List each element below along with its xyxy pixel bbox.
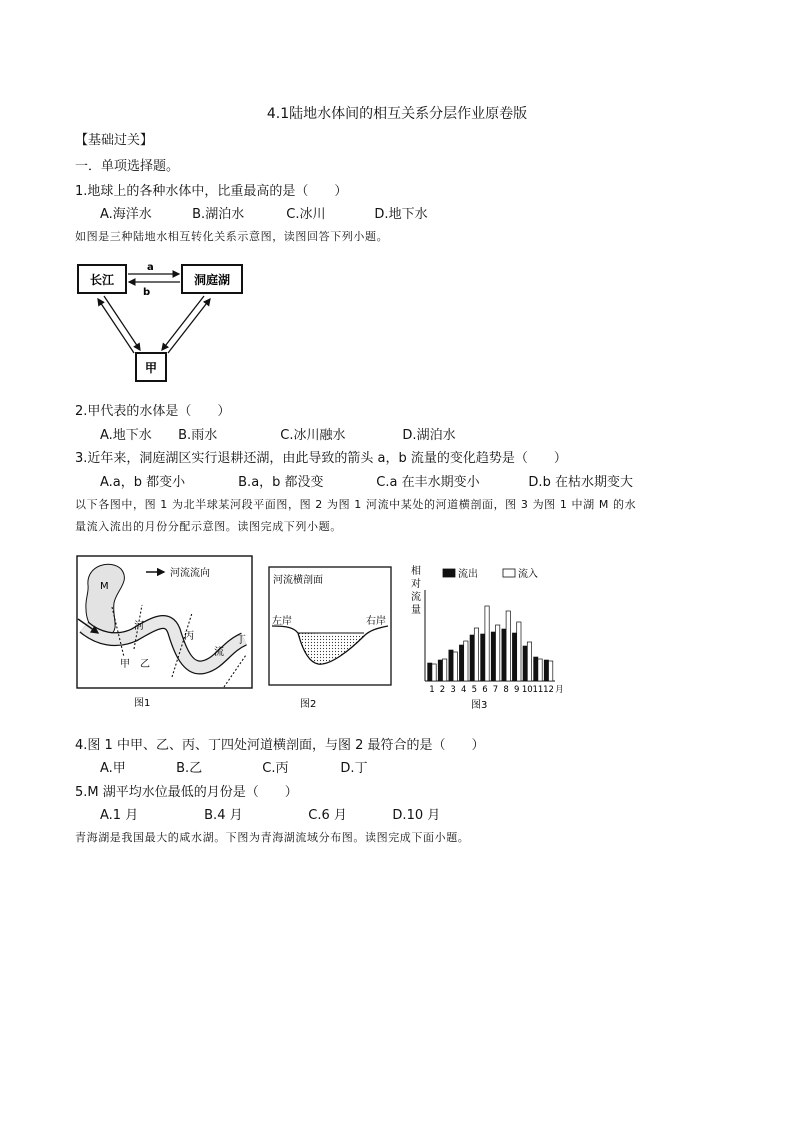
q2-option-b[interactable]: B.雨水	[178, 428, 218, 443]
intro-qinghai: 青海湖是我国最大的咸水湖。下图为青海湖流域分布图。读图完成下面小题。	[75, 831, 470, 844]
q5-options	[100, 804, 440, 823]
label-bing-fig1: 丙	[184, 631, 194, 642]
x-tick-label-4: 4	[460, 685, 467, 695]
legend-inflow-swatch	[503, 569, 515, 577]
q2-options	[100, 424, 456, 443]
label-dongtinghu: 洞庭湖	[193, 273, 231, 287]
page-title: 4.1陆地水体间的相互关系分层作业原卷版	[266, 106, 528, 122]
x-tick-label-12: 12	[543, 685, 554, 695]
arrow-lake-to-jia	[162, 296, 204, 350]
x-tick-label-3: 3	[450, 685, 456, 695]
q4-stem: 4.图 1 中甲、乙、丙、丁四处河道横剖面，与图 2 最符合的是（ ）	[75, 738, 485, 753]
x-tick-label-9: 9	[513, 685, 520, 695]
left-bank-label: 左岸	[272, 616, 292, 627]
bar-inflow-month-3	[453, 652, 457, 681]
bar-inflow-month-4	[464, 641, 468, 681]
bar-outflow-month-9	[512, 633, 516, 681]
legend-outflow-label: 流出	[458, 569, 478, 580]
figure3-flow-chart	[405, 560, 575, 716]
q1-option-d[interactable]: D.地下水	[374, 207, 428, 222]
intro-diagram1: 如图是三种陆地水相互转化关系示意图，读图回答下列小题。	[75, 230, 389, 243]
figure3-caption: 图3	[471, 700, 488, 711]
bar-outflow-month-3	[449, 650, 453, 681]
q2-option-d[interactable]: D.湖泊水	[402, 428, 456, 443]
flow-direction-label: 河流流向	[170, 568, 210, 579]
q5-stem: 5.M 湖平均水位最低的月份是（ ）	[75, 785, 298, 800]
section-heading: 【基础过关】	[75, 133, 154, 148]
label-arrow-a: a	[147, 262, 154, 273]
bars-group	[428, 606, 553, 681]
q1-option-c[interactable]: C.冰川	[286, 207, 326, 222]
figure1-river-plan	[76, 555, 254, 715]
water-conversion-diagram	[70, 255, 260, 385]
bar-outflow-month-10	[523, 646, 527, 681]
x-tick-label-11: 11	[532, 685, 544, 695]
q4-option-d[interactable]: D.丁	[340, 761, 368, 776]
figure2-cross-section	[268, 566, 393, 716]
q3-options	[100, 471, 633, 490]
figure1-caption: 图1	[134, 698, 151, 709]
arrow-river-to-jia	[104, 296, 140, 350]
bar-outflow-month-2	[438, 660, 442, 681]
q1-stem: 1.地球上的各种水体中，比重最高的是（ ）	[75, 184, 348, 199]
legend-inflow-label: 流入	[518, 569, 538, 580]
right-bank-label: 右岸	[366, 616, 386, 627]
x-ticks-group	[429, 685, 564, 695]
figure2-title: 河流横剖面	[273, 575, 323, 586]
q4-option-a[interactable]: A.甲	[100, 761, 126, 776]
bar-outflow-month-5	[470, 635, 474, 681]
q1-option-a[interactable]: A.海洋水	[100, 207, 152, 222]
bar-outflow-month-12	[544, 660, 548, 681]
label-yi-fig1: 乙	[140, 659, 150, 670]
label-arrow-b: b	[143, 287, 151, 298]
ylabel-char-1: 相	[411, 566, 421, 577]
q1-options	[100, 203, 428, 222]
intro-figures-line2: 量流入流出的月份分配示意图。读图完成下列小题。	[75, 520, 342, 533]
ylabel-char-2: 对	[411, 579, 421, 590]
bar-inflow-month-8	[506, 611, 510, 681]
q2-stem: 2.甲代表的水体是（ ）	[75, 404, 231, 419]
label-ding-fig1: 丁	[236, 635, 246, 646]
label-jia-fig1: 甲	[120, 659, 130, 670]
lake-m-label: M	[100, 581, 109, 592]
bar-inflow-month-12	[549, 661, 553, 681]
bar-outflow-month-6	[481, 634, 485, 681]
q5-option-c[interactable]: C.6 月	[308, 808, 347, 823]
bar-inflow-month-6	[485, 606, 489, 681]
label-jia: 甲	[144, 361, 158, 375]
q3-option-c[interactable]: C.a 在丰水期变小	[376, 475, 480, 490]
ylabel-char-3: 流	[411, 592, 421, 603]
q2-option-c[interactable]: C.冰川融水	[280, 428, 346, 443]
label-changjiang: 长江	[89, 273, 115, 287]
x-tick-label-8: 8	[503, 685, 509, 695]
bar-outflow-month-8	[502, 629, 506, 681]
river-char-he: 河	[134, 621, 144, 632]
figure2-caption: 图2	[300, 699, 317, 710]
x-tick-label-7: 7	[492, 685, 499, 695]
bar-inflow-month-7	[496, 625, 500, 681]
bar-outflow-month-11	[534, 657, 538, 681]
arrow-jia-to-river	[98, 299, 134, 353]
bar-outflow-month-7	[491, 632, 495, 681]
x-tick-label-5: 5	[471, 685, 478, 695]
bar-inflow-month-10	[527, 642, 531, 681]
x-tick-label-2: 2	[439, 685, 446, 695]
bar-outflow-month-4	[459, 645, 463, 681]
bar-inflow-month-11	[538, 659, 542, 681]
x-tick-label-6: 6	[482, 685, 488, 695]
q3-option-d[interactable]: D.b 在枯水期变大	[528, 475, 633, 490]
bar-inflow-month-2	[443, 659, 447, 681]
arrow-jia-to-lake	[168, 299, 210, 353]
q5-option-a[interactable]: A.1 月	[100, 808, 139, 823]
x-tick-label-10: 10	[521, 685, 533, 695]
legend-outflow-swatch	[443, 569, 455, 577]
river-char-liu: 流	[214, 647, 224, 658]
q1-option-b[interactable]: B.湖泊水	[192, 207, 245, 222]
part-heading: 一．单项选择题。	[75, 159, 180, 174]
q4-option-c[interactable]: C.丙	[262, 761, 289, 776]
x-axis-unit: 月	[555, 685, 564, 695]
x-tick-label-1: 1	[429, 685, 435, 695]
bar-inflow-month-5	[474, 628, 478, 681]
bar-outflow-month-1	[428, 663, 432, 681]
q4-options	[100, 757, 368, 776]
q5-option-d[interactable]: D.10 月	[392, 808, 441, 823]
q5-option-b[interactable]: B.4 月	[204, 808, 243, 823]
q3-option-a[interactable]: A.a，b 都变小	[100, 475, 186, 490]
bar-inflow-month-1	[432, 664, 436, 681]
q3-option-b[interactable]: B.a，b 都没变	[238, 475, 324, 490]
q4-option-b[interactable]: B.乙	[176, 761, 203, 776]
intro-figures-line1: 以下各图中，图 1 为北半球某河段平面图，图 2 为图 1 河流中某处的河道横剖面，图 3 为图 1 中湖 M 的水	[75, 498, 637, 511]
ylabel-char-4: 量	[411, 605, 421, 616]
bar-inflow-month-9	[517, 622, 521, 681]
q2-option-a[interactable]: A.地下水	[100, 428, 152, 443]
q3-stem: 3.近年来，洞庭湖区实行退耕还湖，由此导致的箭头 a，b 流量的变化趋势是（ ）	[75, 451, 567, 466]
